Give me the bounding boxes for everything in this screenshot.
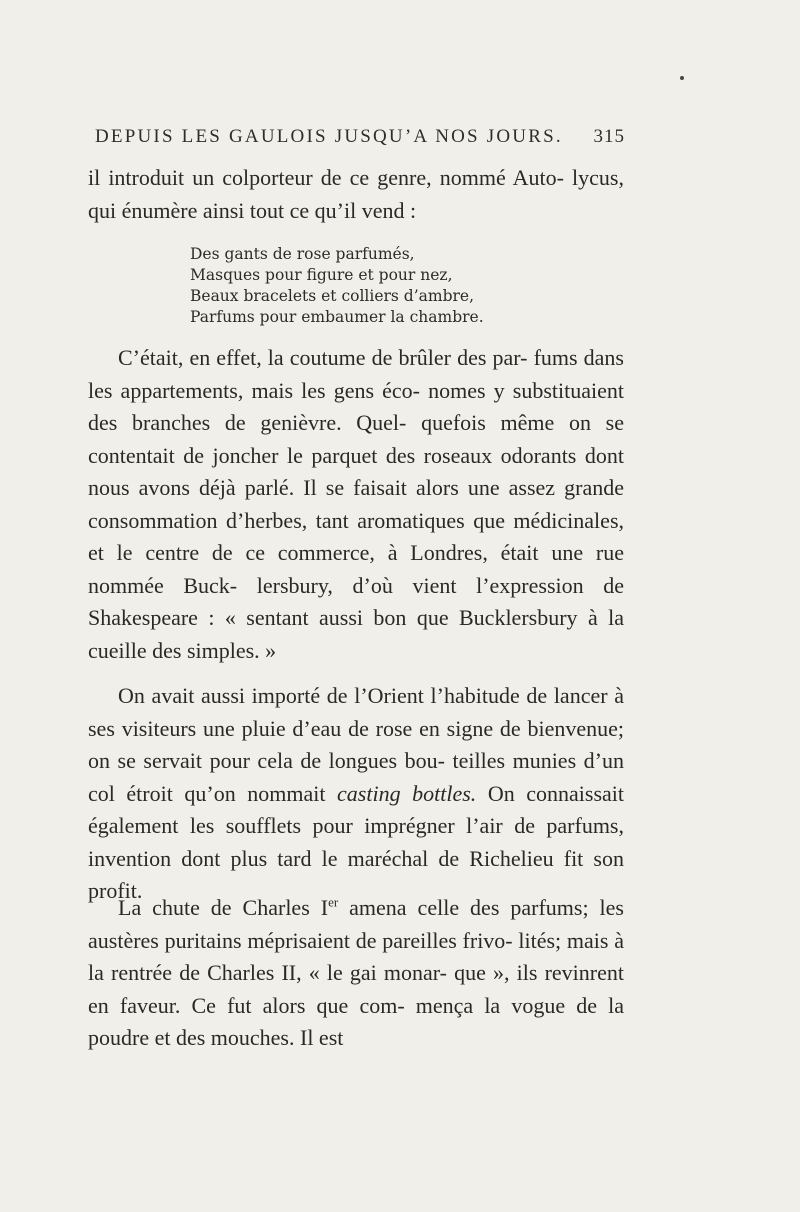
paragraph-3-text: On avait aussi importé de l’Orient l’habitude de lancer à ses visiteurs une pluie d’eau de rose en signe de bienvenue; on se servait pour cela de longues bou- teilles munies d’un col étroit qu’on nommait — [88, 683, 624, 806]
running-head — [95, 124, 625, 154]
paragraph-2: C’était, en effet, la coutume de brûler des par- fums dans les appartements, mais les gens éco- nomes y substituaient des branches de genièvre. Quel- quefois même on se contentait de joncher le parquet des roseaux odorants dont nous avons déjà parlé. Il se faisait alors une assez grande consommation d’herbes, tant aromatiques que médicinales, et le centre de ce commerce, à Londres, était une rue nommée Buck- lersbury, d’où vient l’expression de Shakespeare : « sentant aussi bon que Bucklersbury à la cueille des simples. » — [88, 345, 624, 663]
paragraph-1: il introduit un colporteur de ce genre, nommé Auto- lycus, qui énumère ainsi tout ce qu’il vend : — [88, 165, 624, 223]
ordinal-superscript: er — [328, 894, 339, 910]
verse-line: Parfums pour embaumer la chambre. — [190, 308, 484, 326]
ink-speck — [680, 76, 684, 80]
italic-term: casting bottles. — [337, 780, 477, 806]
verse-line: Beaux bracelets et colliers d’ambre, — [190, 287, 475, 305]
paragraph-4 — [88, 892, 624, 1055]
paragraph-3-text-cont: On connaissait également les soufflets pour imprégner l’air de parfums, invention dont plus tard le maréchal de Richelieu fit son profit. — [88, 780, 624, 903]
page-number: 315 — [593, 126, 625, 147]
verse-block — [190, 244, 484, 328]
paragraph-4-text: La chute de Charles I — [118, 895, 329, 920]
running-title: DEPUIS LES GAULOIS JUSQU’A NOS JOURS. — [95, 126, 563, 147]
verse-line: Masques pour figure et pour nez, — [190, 266, 453, 284]
verse-line: Des gants de rose parfumés, — [190, 245, 415, 263]
paragraph-3 — [88, 680, 624, 908]
paragraph-4-text-cont: amena celle des parfums; les austères puritains méprisaient de pareilles frivo- lités; mais à la rentrée de Charles II, « le gai monar- que », ils revinrent en faveur. Ce fut alors que com- mença la vogue de la poudre et des mouches. Il est — [88, 895, 624, 1050]
